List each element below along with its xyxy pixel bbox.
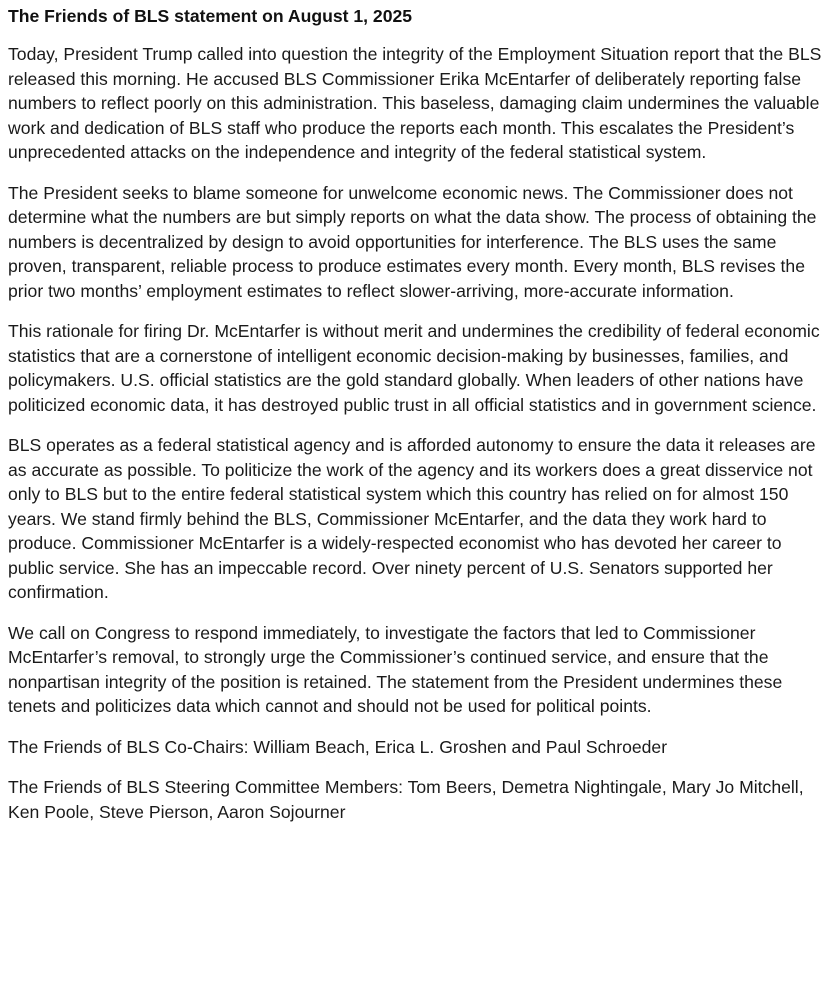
steering-committee-line: The Friends of BLS Steering Committee Members: Tom Beers, Demetra Nightingale, Mary Jo Mitchell, Ken Poole, Steve Pierson, Aaron Sojourner <box>8 777 804 822</box>
statement-title: The Friends of BLS statement on August 1, 2025 <box>8 6 413 26</box>
paragraph-4: BLS operates as a federal statistical agency and is afforded autonomy to ensure the data it releases are as accurate as possible. To politicize the work of the agency and its workers does a great disservice not only to BLS but to the entire federal statistical system which this country has relied on for almost 150 years. We stand firmly behind the BLS, Commissioner McEntarfer, and the data they work hard to produce. Commissioner McEntarfer is a widely-respected economist who has devoted her career to public service. She has an impeccable record. Over ninety percent of U.S. Senators supported her confirmation. <box>8 435 816 602</box>
paragraph-1: Today, President Trump called into question the integrity of the Employment Situation report that the BLS released this morning. He accused BLS Commissioner Erika McEntarfer of deliberately reporting false numbers to reflect poorly on this administration. This baseless, damaging claim undermines the valuable work and dedication of BLS staff who produce the reports each month. This escalates the President’s unprecedented attacks on the independence and integrity of the federal statistical system. <box>8 44 822 162</box>
paragraph-2: The President seeks to blame someone for unwelcome economic news. The Commissioner does not determine what the numbers are but simply reports on what the data show. The process of obtaining the numbers is decentralized by design to avoid opportunities for interference. The BLS uses the same proven, transparent, reliable process to produce estimates every month. Every month, BLS revises the prior two months’ employment estimates to reflect slower-arriving, more-accurate information. <box>8 182 817 301</box>
paragraph-5: We call on Congress to respond immediately, to investigate the factors that led to Commissioner McEntarfer’s removal, to strongly urge the Commissioner’s continued service, and ensure that the nonpartisan integrity of the position is retained. The statement from the President undermines these tenets and politicizes data which cannot and should not be used for political points. <box>8 622 783 716</box>
co-chairs-line: The Friends of BLS Co-Chairs: William Beach, Erica L. Groshen and Paul Schroeder <box>8 736 668 757</box>
paragraph-3: This rationale for firing Dr. McEntarfer is without merit and undermines the credibility of federal economic statistics that are a cornerstone of intelligent economic decision-making by businesses, families, and policymakers. U.S. official statistics are the gold standard globally. When leaders of other nations have politicized economic data, it has destroyed public trust in all official statistics and in government science. <box>8 321 820 415</box>
